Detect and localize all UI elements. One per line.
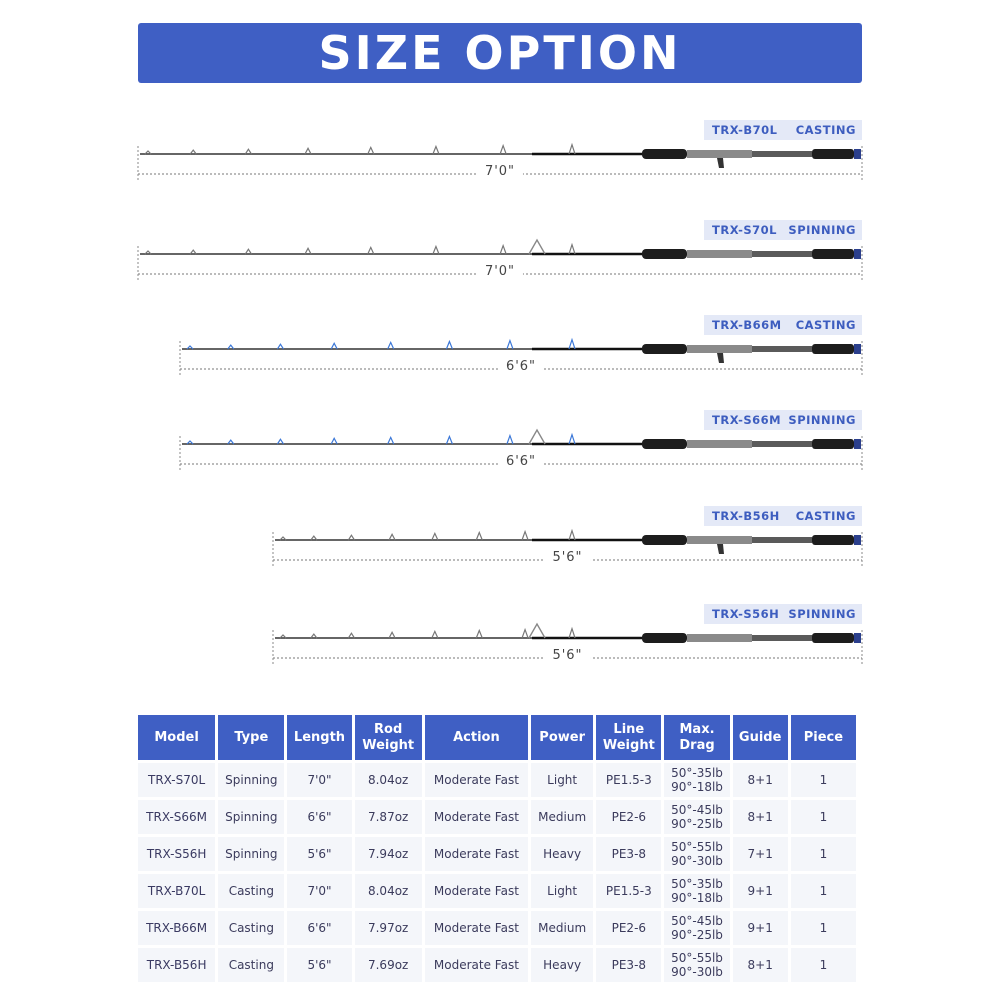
- line-guide: [433, 147, 439, 155]
- fore-grip: [642, 633, 687, 643]
- rear-grip: [812, 439, 854, 449]
- cell-type: Casting: [218, 948, 284, 982]
- header-max-drag: Max. Drag: [664, 715, 729, 760]
- butt-cap: [854, 439, 861, 449]
- rod-type: SPINNING: [788, 223, 856, 237]
- rod-model-tag: [704, 410, 862, 430]
- line-guide: [389, 632, 395, 638]
- rear-grip: [812, 344, 854, 354]
- cell-model: TRX-S56H: [138, 837, 215, 871]
- spec-table-row: [138, 763, 856, 797]
- rear-grip: [812, 535, 854, 545]
- cell-power: Light: [531, 874, 593, 908]
- rod-model: TRX-S70L: [712, 223, 778, 237]
- cell-length: 6'6": [287, 800, 351, 834]
- spec-table-row: [138, 800, 856, 834]
- rear-grip: [812, 633, 854, 643]
- line-guide: [388, 342, 394, 349]
- cell-action: Moderate Fast: [425, 911, 528, 945]
- header-rod-weight: Rod Weight: [355, 715, 422, 760]
- cell-power: Medium: [531, 911, 593, 945]
- cell-piece: 1: [791, 763, 856, 797]
- reel-seat: [687, 345, 752, 353]
- header-power: Power: [531, 715, 593, 760]
- rod-model: TRX-S66M: [712, 413, 782, 427]
- rod-model: TRX-B56H: [712, 509, 780, 523]
- reel-seat: [687, 150, 752, 158]
- line-guide: [331, 343, 337, 349]
- cell-guide: 9+1: [733, 911, 788, 945]
- rod-illustration: [0, 622, 1000, 674]
- line-guide: [446, 437, 452, 445]
- cell-rod-weight: 7.97oz: [355, 911, 422, 945]
- banner-title: SIZE OPTION: [318, 26, 682, 80]
- rod-model-tag: [704, 315, 862, 335]
- cell-piece: 1: [791, 911, 856, 945]
- cell-max-drag: 50°-55lb 90°-30lb: [664, 837, 729, 871]
- fore-grip: [642, 535, 687, 545]
- cell-model: TRX-B66M: [138, 911, 215, 945]
- rod-type: SPINNING: [788, 413, 856, 427]
- stripper-guide: [529, 624, 545, 638]
- rod-model-tag: [704, 120, 862, 140]
- cell-rod-weight: 7.94oz: [355, 837, 422, 871]
- trigger: [717, 353, 724, 363]
- butt-cap: [854, 535, 861, 545]
- cell-guide: 8+1: [733, 763, 788, 797]
- line-guide: [305, 148, 311, 154]
- line-guide: [569, 145, 575, 154]
- cell-length: 5'6": [287, 837, 351, 871]
- rear-grip: [812, 149, 854, 159]
- line-guide: [500, 246, 506, 254]
- butt-cap: [854, 249, 861, 259]
- header-action: Action: [425, 715, 528, 760]
- cell-guide: 9+1: [733, 874, 788, 908]
- cell-model: TRX-S70L: [138, 763, 215, 797]
- cell-action: Moderate Fast: [425, 763, 528, 797]
- rod-item: [0, 315, 1000, 385]
- cell-power: Heavy: [531, 837, 593, 871]
- cell-piece: 1: [791, 874, 856, 908]
- cell-action: Moderate Fast: [425, 874, 528, 908]
- line-guide: [432, 631, 438, 638]
- reel-seat: [687, 440, 752, 448]
- spec-table: [135, 712, 859, 985]
- cell-piece: 1: [791, 800, 856, 834]
- cell-line-weight: PE3-8: [596, 948, 661, 982]
- line-guide: [569, 435, 575, 444]
- fore-grip: [642, 439, 687, 449]
- rod-model: TRX-S56H: [712, 607, 780, 621]
- line-guide: [507, 436, 513, 444]
- spec-table-row: [138, 874, 856, 908]
- cell-max-drag: 50°-35lb 90°-18lb: [664, 763, 729, 797]
- cell-line-weight: PE3-8: [596, 837, 661, 871]
- trigger: [717, 544, 724, 554]
- cell-model: TRX-B56H: [138, 948, 215, 982]
- rod-model-tag: [704, 506, 862, 526]
- rod-length-label: 7'0": [477, 264, 523, 279]
- reel-seat: [687, 250, 752, 258]
- rod-type: CASTING: [795, 509, 856, 523]
- butt-cap: [854, 149, 861, 159]
- cell-length: 6'6": [287, 911, 351, 945]
- cell-max-drag: 50°-45lb 90°-25lb: [664, 800, 729, 834]
- fore-grip: [642, 149, 687, 159]
- line-guide: [305, 248, 311, 254]
- rod-butt-section: [752, 346, 812, 352]
- line-guide: [388, 437, 394, 444]
- rod-length-label: 6'6": [498, 454, 544, 469]
- rod-item: [0, 604, 1000, 674]
- cell-rod-weight: 7.69oz: [355, 948, 422, 982]
- line-guide: [569, 245, 575, 254]
- cell-type: Spinning: [218, 837, 284, 871]
- fore-grip: [642, 249, 687, 259]
- reel-seat: [687, 536, 752, 544]
- cell-piece: 1: [791, 837, 856, 871]
- cell-rod-weight: 8.04oz: [355, 874, 422, 908]
- cell-power: Medium: [531, 800, 593, 834]
- line-guide: [331, 438, 337, 444]
- line-guide: [389, 534, 395, 540]
- cell-power: Light: [531, 763, 593, 797]
- cell-model: TRX-S66M: [138, 800, 215, 834]
- rod-length-label: 7'0": [477, 164, 523, 179]
- cell-max-drag: 50°-55lb 90°-30lb: [664, 948, 729, 982]
- cell-guide: 7+1: [733, 837, 788, 871]
- cell-type: Spinning: [218, 763, 284, 797]
- rod-type: CASTING: [795, 123, 856, 137]
- header-guide: Guide: [733, 715, 788, 760]
- rod-model-tag: [704, 220, 862, 240]
- header-model: Model: [138, 715, 215, 760]
- rod-item: [0, 120, 1000, 190]
- rear-grip: [812, 249, 854, 259]
- rod-butt-section: [752, 537, 812, 543]
- line-guide: [569, 340, 575, 349]
- cell-type: Spinning: [218, 800, 284, 834]
- spec-table-header-row: [138, 715, 856, 760]
- cell-line-weight: PE1.5-3: [596, 874, 661, 908]
- butt-cap: [854, 633, 861, 643]
- rod-butt-section: [752, 151, 812, 157]
- cell-action: Moderate Fast: [425, 837, 528, 871]
- rod-butt-section: [752, 635, 812, 641]
- fore-grip: [642, 344, 687, 354]
- line-guide: [476, 533, 482, 541]
- line-guide: [432, 533, 438, 540]
- line-guide: [522, 532, 528, 540]
- rod-item: [0, 506, 1000, 576]
- line-guide: [569, 531, 575, 540]
- cell-rod-weight: 7.87oz: [355, 800, 422, 834]
- reel-seat: [687, 634, 752, 642]
- header-type: Type: [218, 715, 284, 760]
- rod-model: TRX-B70L: [712, 123, 778, 137]
- stripper-guide: [529, 240, 545, 254]
- cell-guide: 8+1: [733, 800, 788, 834]
- cell-action: Moderate Fast: [425, 800, 528, 834]
- spec-table-row: [138, 948, 856, 982]
- line-guide: [433, 247, 439, 255]
- cell-action: Moderate Fast: [425, 948, 528, 982]
- line-guide: [446, 342, 452, 350]
- cell-model: TRX-B70L: [138, 874, 215, 908]
- rod-illustration: [0, 524, 1000, 576]
- line-guide: [569, 629, 575, 638]
- line-guide: [522, 630, 528, 638]
- stripper-guide: [529, 430, 545, 444]
- butt-cap: [854, 344, 861, 354]
- rod-type: CASTING: [795, 318, 856, 332]
- rod-butt-section: [752, 441, 812, 447]
- trigger: [717, 158, 724, 168]
- line-guide: [500, 146, 506, 154]
- cell-length: 7'0": [287, 763, 351, 797]
- cell-max-drag: 50°-45lb 90°-25lb: [664, 911, 729, 945]
- cell-type: Casting: [218, 911, 284, 945]
- cell-power: Heavy: [531, 948, 593, 982]
- spec-table-row: [138, 837, 856, 871]
- cell-piece: 1: [791, 948, 856, 982]
- header-piece: Piece: [791, 715, 856, 760]
- cell-length: 5'6": [287, 948, 351, 982]
- rod-butt-section: [752, 251, 812, 257]
- header-length: Length: [287, 715, 351, 760]
- line-guide: [507, 341, 513, 349]
- rod-length-label: 5'6": [544, 648, 590, 663]
- line-guide: [476, 631, 482, 639]
- line-guide: [368, 147, 374, 154]
- size-option-banner: [138, 23, 862, 83]
- header-line-weight: Line Weight: [596, 715, 661, 760]
- line-guide: [368, 247, 374, 254]
- cell-max-drag: 50°-35lb 90°-18lb: [664, 874, 729, 908]
- cell-line-weight: PE2-6: [596, 911, 661, 945]
- rod-item: [0, 410, 1000, 480]
- cell-line-weight: PE1.5-3: [596, 763, 661, 797]
- rod-length-label: 5'6": [544, 550, 590, 565]
- rod-item: [0, 220, 1000, 290]
- cell-type: Casting: [218, 874, 284, 908]
- spec-table-row: [138, 911, 856, 945]
- cell-rod-weight: 8.04oz: [355, 763, 422, 797]
- rod-model-tag: [704, 604, 862, 624]
- rod-type: SPINNING: [788, 607, 856, 621]
- cell-length: 7'0": [287, 874, 351, 908]
- rod-length-label: 6'6": [498, 359, 544, 374]
- rod-model: TRX-B66M: [712, 318, 782, 332]
- cell-line-weight: PE2-6: [596, 800, 661, 834]
- cell-guide: 8+1: [733, 948, 788, 982]
